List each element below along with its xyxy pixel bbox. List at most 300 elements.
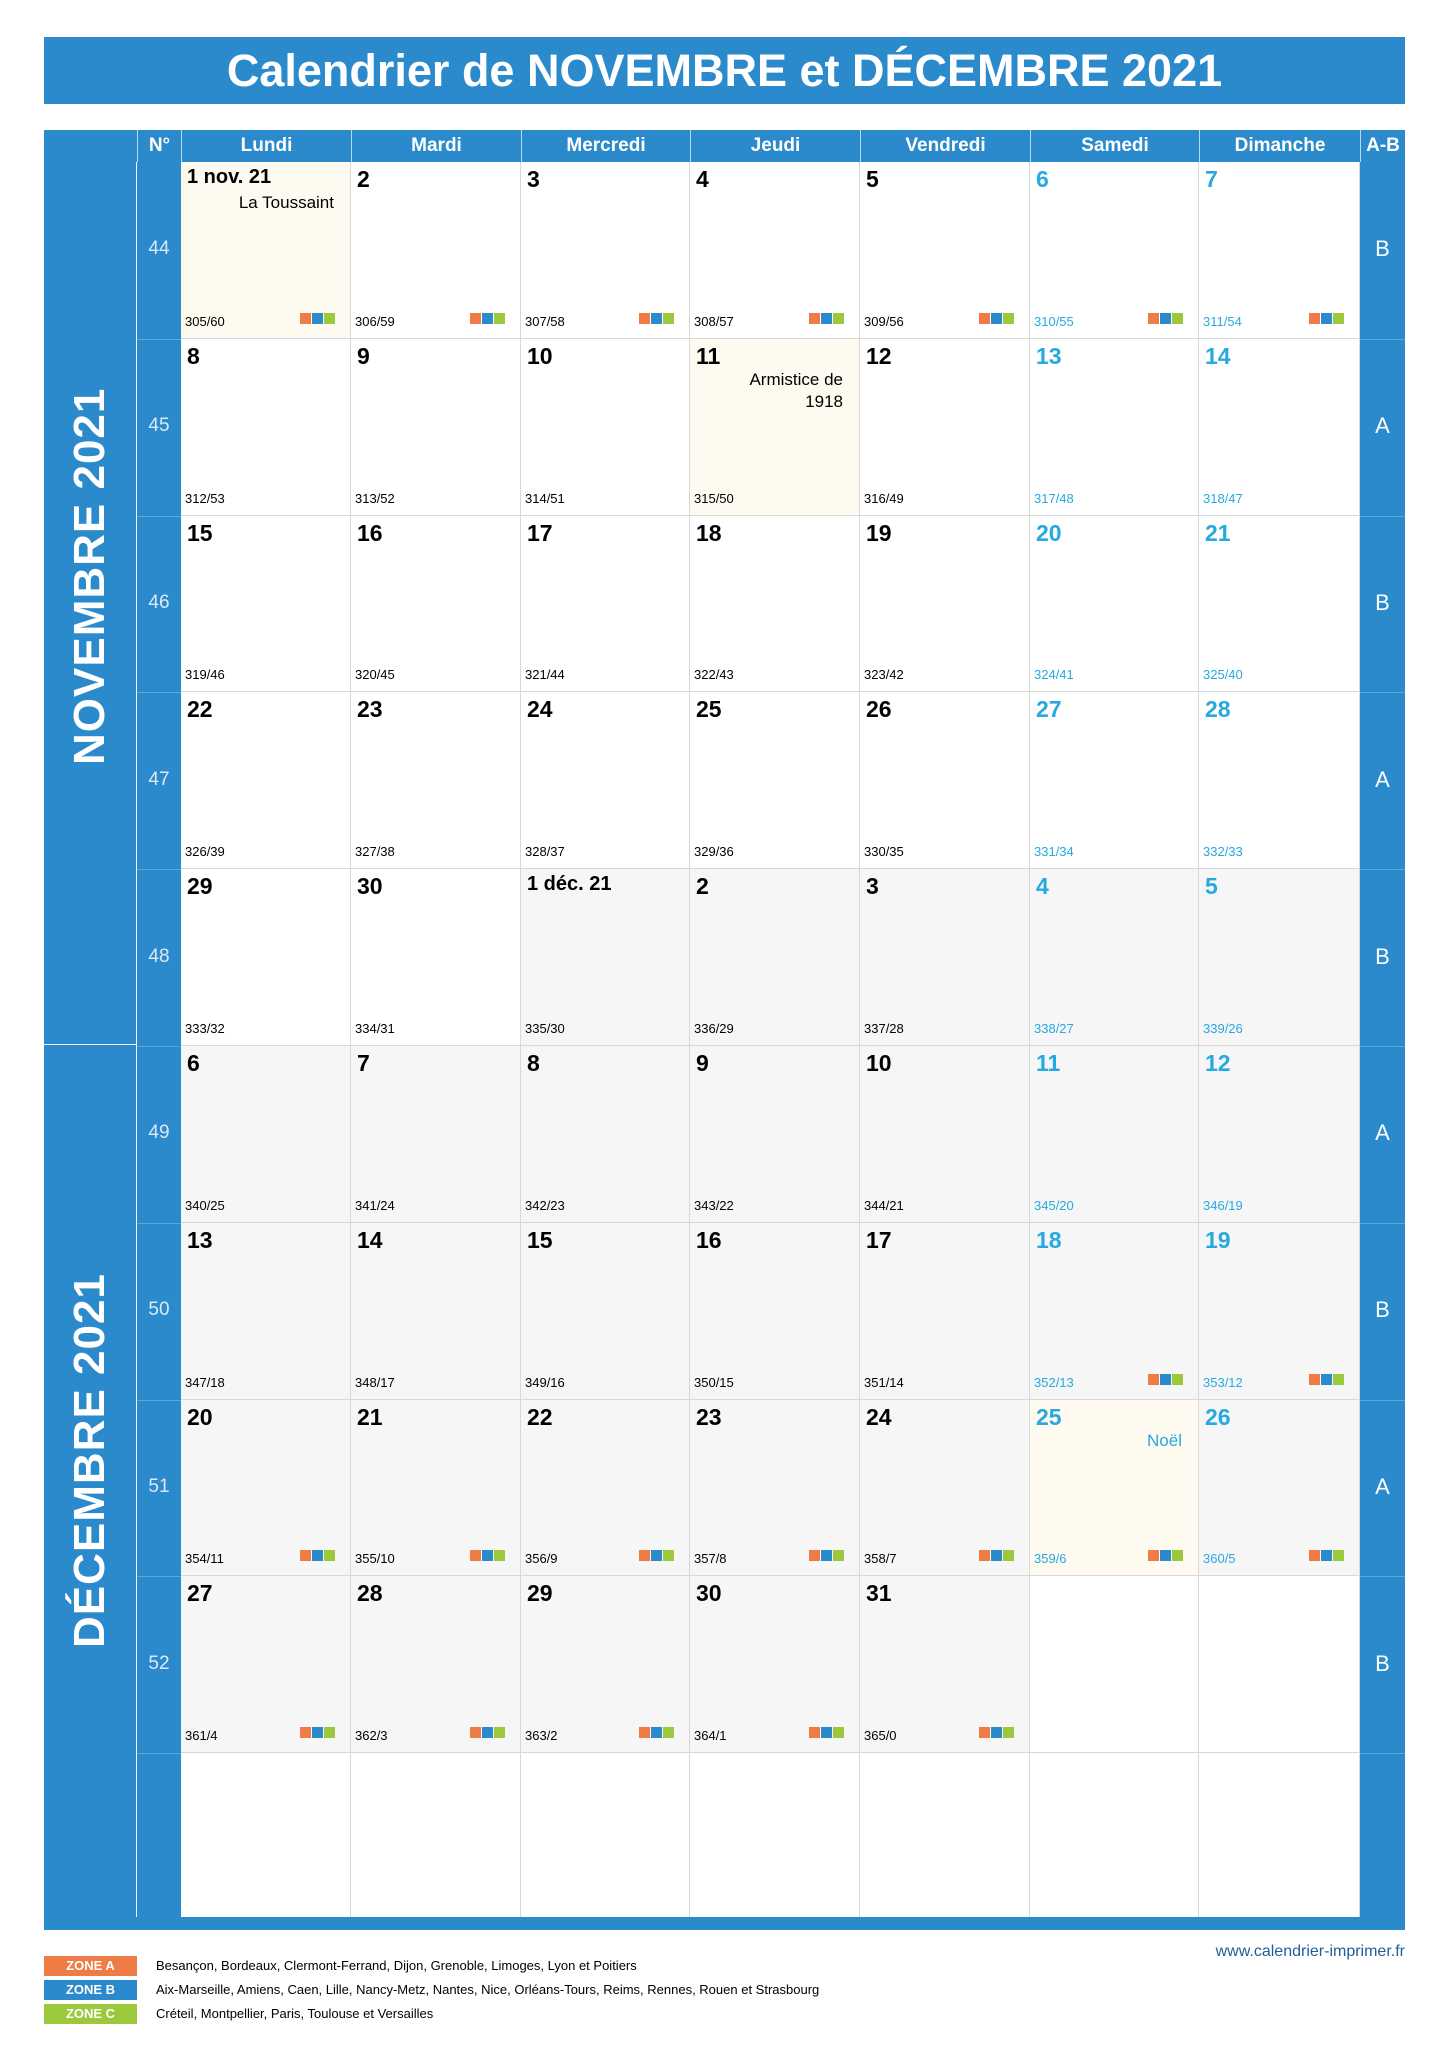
zone-a-marker [1148, 313, 1159, 324]
school-holiday-zones-icon [638, 1548, 677, 1559]
zone-b-marker [1160, 1374, 1171, 1385]
day-number: 16 [357, 519, 383, 546]
row-separator [1360, 1753, 1405, 1754]
day-count: 340/25 [185, 1197, 225, 1213]
zone-b-marker [651, 313, 662, 324]
zone-c-marker [1172, 1374, 1183, 1385]
legend-zone-badge: ZONE A [44, 1956, 137, 1976]
day-count: 357/8 [694, 1551, 727, 1567]
day-count: 305/60 [185, 313, 225, 329]
website-link[interactable]: www.calendrier-imprimer.fr [1215, 1943, 1405, 1960]
day-cell[interactable] [181, 1576, 351, 1753]
zone-a-marker [470, 1550, 481, 1561]
zone-c-marker [324, 1727, 335, 1738]
day-number: 30 [696, 1580, 722, 1607]
day-cell[interactable] [521, 869, 690, 1046]
school-holiday-zones-icon [638, 311, 677, 322]
day-number: 3 [527, 166, 540, 192]
day-cell[interactable] [351, 1753, 521, 1930]
day-count: 361/4 [185, 1728, 218, 1744]
day-cell[interactable] [181, 1046, 351, 1223]
school-holiday-zones-icon [1308, 1372, 1347, 1383]
week-number: 46 [148, 592, 170, 613]
school-holiday-zones-icon [1147, 1372, 1186, 1383]
day-count: 320/45 [355, 667, 395, 683]
legend-zone-badge: ZONE C [44, 2004, 137, 2024]
school-holiday-zones-icon [978, 311, 1017, 322]
school-holiday-zones-icon [469, 1548, 508, 1559]
day-number: 12 [1205, 1050, 1231, 1076]
day-number: 24 [866, 1403, 892, 1430]
school-holiday-zones-icon [808, 1725, 847, 1736]
school-holiday-zones-icon [299, 311, 338, 322]
school-holiday-zones-icon [299, 1725, 338, 1736]
day-number: 14 [1205, 342, 1231, 369]
day-count: 327/38 [355, 844, 395, 860]
day-cell[interactable] [1199, 1046, 1360, 1223]
zone-a-marker [639, 1727, 650, 1738]
zone-c-marker [1333, 1374, 1344, 1385]
day-cell[interactable] [1030, 162, 1199, 339]
row-separator [137, 1223, 181, 1224]
zone-a-marker [809, 1550, 820, 1561]
calendar-grid [181, 162, 1360, 1930]
zone-c-marker [833, 313, 844, 324]
day-number: 3 [866, 873, 879, 900]
day-cell[interactable] [181, 1400, 351, 1577]
day-cell[interactable] [1030, 1223, 1199, 1400]
day-count: 306/59 [355, 313, 395, 329]
day-number: 27 [187, 1580, 213, 1607]
legend-zone-cities: Besançon, Bordeaux, Clermont-Ferrand, Dijon, Grenoble, Limoges, Lyon et Poitiers [156, 1958, 637, 1973]
day-number: 12 [866, 342, 892, 369]
day-count: 312/53 [185, 490, 225, 506]
day-count: 318/47 [1203, 490, 1243, 506]
day-number: 30 [357, 873, 383, 900]
week-ab-label: B [1375, 1297, 1390, 1323]
school-holiday-zones-icon [469, 311, 508, 322]
day-number: 27 [1036, 696, 1062, 723]
day-cell[interactable] [181, 1753, 351, 1930]
zone-c-marker [1003, 1727, 1014, 1738]
zone-c-marker [663, 1727, 674, 1738]
row-separator [1360, 339, 1405, 340]
day-cell[interactable] [860, 162, 1030, 339]
day-count: 355/10 [355, 1551, 395, 1567]
zone-a-marker [300, 1550, 311, 1561]
zone-c-marker [1003, 313, 1014, 324]
day-cell[interactable] [860, 1046, 1030, 1223]
day-cell[interactable] [1199, 339, 1360, 516]
day-count: 352/13 [1034, 1374, 1074, 1390]
day-number: 15 [187, 519, 213, 546]
day-count: 358/7 [864, 1551, 897, 1567]
header-spacer [44, 130, 137, 162]
day-count: 347/18 [185, 1374, 225, 1390]
bottom-bar [44, 1917, 1405, 1930]
zone-a-marker [300, 1727, 311, 1738]
day-cell[interactable] [181, 162, 351, 339]
day-number: 4 [1036, 873, 1049, 900]
school-holiday-zones-icon [978, 1548, 1017, 1559]
day-cell[interactable] [690, 1046, 860, 1223]
zone-b-marker [312, 313, 323, 324]
day-cell[interactable] [1199, 1576, 1360, 1753]
week-number: 44 [148, 238, 170, 260]
school-holiday-zones-icon [978, 1725, 1017, 1736]
day-count: 360/5 [1203, 1551, 1236, 1567]
day-count: 308/57 [694, 313, 734, 329]
day-cell[interactable] [521, 1223, 690, 1400]
day-count: 346/19 [1203, 1197, 1243, 1213]
week-ab-label: B [1375, 1650, 1390, 1676]
day-number: 23 [357, 696, 383, 723]
day-cell[interactable] [690, 1576, 860, 1753]
day-cell[interactable] [1030, 1400, 1199, 1577]
holiday-label: Armistice de 1918 [749, 369, 843, 411]
day-cell[interactable] [1199, 1400, 1360, 1577]
day-number: 14 [357, 1226, 383, 1253]
day-number: 26 [866, 696, 892, 723]
day-number: 21 [1205, 519, 1231, 546]
day-cell[interactable] [521, 1400, 690, 1577]
row-separator [137, 1576, 181, 1577]
day-number: 28 [1205, 696, 1231, 723]
day-cell[interactable] [690, 516, 860, 693]
day-count: 359/6 [1034, 1551, 1067, 1567]
day-count: 314/51 [525, 490, 565, 506]
zone-b-marker [482, 1550, 493, 1561]
day-number: 17 [866, 1226, 892, 1253]
day-number: 31 [866, 1580, 892, 1607]
day-cell[interactable] [1030, 692, 1199, 869]
day-count: 365/0 [864, 1728, 897, 1744]
day-cell[interactable] [351, 339, 521, 516]
row-separator [1360, 1046, 1405, 1047]
day-cell[interactable] [690, 162, 860, 339]
day-count: 307/58 [525, 313, 565, 329]
zone-a-marker [470, 313, 481, 324]
zone-a-marker [300, 313, 311, 324]
day-cell[interactable] [521, 1046, 690, 1223]
day-number: 7 [1205, 166, 1218, 192]
day-number: 20 [1036, 519, 1062, 546]
day-number: 2 [357, 166, 370, 192]
day-number: 13 [1036, 342, 1062, 369]
zone-b-marker [1321, 313, 1332, 324]
day-cell[interactable] [351, 1223, 521, 1400]
row-separator [137, 516, 181, 517]
school-holiday-zones-icon [808, 311, 847, 322]
day-cell[interactable] [690, 692, 860, 869]
zone-c-marker [663, 313, 674, 324]
day-count: 317/48 [1034, 490, 1074, 506]
day-number: 22 [187, 696, 213, 723]
day-cell[interactable] [860, 1753, 1030, 1930]
day-cell[interactable] [521, 1576, 690, 1753]
day-count: 319/46 [185, 667, 225, 683]
day-number: 2 [696, 873, 709, 900]
day-cell[interactable] [1199, 1223, 1360, 1400]
day-number: 19 [866, 519, 892, 546]
day-cell[interactable] [181, 869, 351, 1046]
holiday-label: La Toussaint [238, 193, 334, 212]
day-count: 321/44 [525, 667, 565, 683]
header-day-5: Samedi [1030, 130, 1199, 162]
zone-c-marker [324, 1550, 335, 1561]
day-count: 349/16 [525, 1374, 565, 1390]
week-ab-label: A [1375, 1120, 1390, 1146]
day-cell[interactable] [860, 339, 1030, 516]
day-cell[interactable] [181, 516, 351, 693]
school-holiday-zones-icon [1308, 311, 1347, 322]
day-cell[interactable] [860, 869, 1030, 1046]
zone-a-marker [1148, 1550, 1159, 1561]
day-cell[interactable] [351, 516, 521, 693]
zone-b-marker [1321, 1550, 1332, 1561]
day-count: 316/49 [864, 490, 904, 506]
day-number: 5 [866, 166, 879, 192]
day-count: 310/55 [1034, 313, 1074, 329]
row-separator [1360, 1223, 1405, 1224]
day-cell[interactable] [181, 692, 351, 869]
day-count: 330/35 [864, 844, 904, 860]
day-cell[interactable] [860, 692, 1030, 869]
day-number: 9 [357, 342, 370, 369]
month-label-november: NOVEMBRE 2021 [65, 387, 114, 765]
week-number: 48 [148, 945, 170, 967]
school-holiday-zones-icon [469, 1725, 508, 1736]
row-separator [137, 1400, 181, 1401]
day-count: 348/17 [355, 1374, 395, 1390]
school-holiday-zones-icon [1147, 1548, 1186, 1559]
day-cell[interactable] [860, 1223, 1030, 1400]
day-cell[interactable] [1030, 1753, 1199, 1930]
day-cell[interactable] [1199, 1753, 1360, 1930]
school-holiday-zones-icon [808, 1548, 847, 1559]
day-number: 1 déc. 21 [527, 873, 612, 896]
zone-b-marker [821, 1550, 832, 1561]
day-number: 29 [527, 1580, 553, 1607]
day-count: 334/31 [355, 1020, 395, 1036]
zone-c-marker [833, 1727, 844, 1738]
day-number: 18 [696, 519, 722, 546]
zone-a-marker [639, 313, 650, 324]
day-count: 328/37 [525, 844, 565, 860]
day-count: 350/15 [694, 1374, 734, 1390]
day-cell[interactable] [860, 1576, 1030, 1753]
day-count: 353/12 [1203, 1374, 1243, 1390]
zone-b-marker [312, 1550, 323, 1561]
row-separator [137, 339, 181, 340]
day-cell[interactable] [690, 1223, 860, 1400]
header-day-6: Dimanche [1199, 130, 1360, 162]
day-cell[interactable] [181, 1223, 351, 1400]
week-ab-label: A [1375, 766, 1390, 792]
week-number: 52 [148, 1652, 170, 1674]
day-count: 309/56 [864, 313, 904, 329]
zone-b-marker [1160, 313, 1171, 324]
zone-a-marker [470, 1727, 481, 1738]
row-separator [1360, 1576, 1405, 1577]
day-count: 337/28 [864, 1020, 904, 1036]
legend-zone-cities: Aix-Marseille, Amiens, Caen, Lille, Nancy-Metz, Nantes, Nice, Orléans-Tours, Reims, Rennes, Rouen et Strasbourg [156, 1982, 820, 1997]
zone-b-marker [312, 1727, 323, 1738]
legend-zone-badge: ZONE B [44, 1980, 137, 2000]
zone-b-marker [991, 1550, 1002, 1561]
day-cell[interactable] [1199, 516, 1360, 693]
day-count: 323/42 [864, 667, 904, 683]
day-number: 19 [1205, 1226, 1231, 1253]
week-ab-label: B [1375, 943, 1390, 969]
day-cell[interactable] [1030, 1046, 1199, 1223]
day-number: 20 [187, 1403, 213, 1430]
zone-a-marker [979, 1550, 990, 1561]
day-cell[interactable] [351, 692, 521, 869]
day-number: 16 [696, 1226, 722, 1253]
day-cell[interactable] [351, 1576, 521, 1753]
day-number: 1 nov. 21 [187, 166, 272, 188]
day-cell[interactable] [521, 339, 690, 516]
day-count: 354/11 [185, 1551, 224, 1567]
zone-a-marker [1309, 1374, 1320, 1385]
day-count: 311/54 [1203, 313, 1242, 329]
day-count: 331/34 [1034, 844, 1074, 860]
day-number: 11 [1036, 1050, 1061, 1076]
zone-c-marker [1333, 1550, 1344, 1561]
week-ab-label: A [1375, 413, 1390, 439]
day-cell[interactable] [521, 1753, 690, 1930]
header-day-2: Mercredi [521, 130, 690, 162]
day-cell[interactable] [351, 1400, 521, 1577]
zone-a-marker [1309, 1550, 1320, 1561]
zone-a-marker [979, 313, 990, 324]
day-count: 338/27 [1034, 1020, 1074, 1036]
day-number: 10 [527, 342, 553, 369]
day-count: 344/21 [864, 1197, 904, 1213]
day-number: 6 [187, 1050, 200, 1076]
day-count: 341/24 [355, 1197, 395, 1213]
week-number: 50 [148, 1299, 170, 1321]
day-cell[interactable] [521, 692, 690, 869]
day-cell[interactable] [860, 1400, 1030, 1577]
day-number: 4 [696, 166, 709, 192]
day-count: 329/36 [694, 844, 734, 860]
zone-b-marker [991, 1727, 1002, 1738]
day-number: 25 [1036, 1403, 1062, 1430]
day-cell[interactable] [690, 869, 860, 1046]
day-number: 24 [527, 696, 553, 723]
zone-c-marker [1333, 313, 1344, 324]
day-count: 335/30 [525, 1020, 565, 1036]
day-number: 26 [1205, 1403, 1231, 1430]
day-cell[interactable] [1199, 692, 1360, 869]
day-cell[interactable] [1030, 516, 1199, 693]
zone-b-marker [482, 313, 493, 324]
zone-b-marker [1321, 1374, 1332, 1385]
day-number: 29 [187, 873, 213, 900]
header-week-number: N° [137, 130, 181, 162]
zone-b-marker [482, 1727, 493, 1738]
day-number: 8 [527, 1050, 540, 1076]
day-count: 363/2 [525, 1728, 558, 1744]
day-number: 9 [696, 1050, 709, 1076]
week-number: 45 [148, 415, 170, 437]
day-cell[interactable] [1030, 1576, 1199, 1753]
day-cell[interactable] [351, 162, 521, 339]
day-cell[interactable] [181, 339, 351, 516]
page-title: Calendrier de NOVEMBRE et DÉCEMBRE 2021 [44, 37, 1405, 104]
zone-a-marker [639, 1550, 650, 1561]
zone-b-marker [991, 313, 1002, 324]
day-number: 18 [1036, 1226, 1062, 1253]
day-count: 339/26 [1203, 1020, 1243, 1036]
row-separator [1360, 516, 1405, 517]
day-count: 326/39 [185, 844, 225, 860]
day-cell[interactable] [351, 869, 521, 1046]
week-number: 49 [148, 1122, 170, 1144]
row-separator [137, 869, 181, 870]
zone-c-marker [494, 313, 505, 324]
day-cell[interactable] [1199, 162, 1360, 339]
day-number: 7 [357, 1050, 370, 1076]
day-count: 313/52 [355, 490, 395, 506]
day-number: 8 [187, 342, 200, 369]
zone-b-marker [821, 1727, 832, 1738]
day-cell[interactable] [690, 1753, 860, 1930]
zone-c-marker [1003, 1550, 1014, 1561]
row-separator [1360, 869, 1405, 870]
school-holiday-zones-icon [299, 1548, 338, 1559]
month-label-december: DÉCEMBRE 2021 [65, 1273, 114, 1648]
school-holiday-zones-icon [1147, 311, 1186, 322]
zone-b-marker [821, 313, 832, 324]
zone-a-marker [1309, 313, 1320, 324]
day-count: 362/3 [355, 1728, 388, 1744]
zone-c-marker [833, 1550, 844, 1561]
day-cell[interactable] [521, 162, 690, 339]
day-cell[interactable] [690, 1400, 860, 1577]
day-count: 322/43 [694, 667, 734, 683]
day-count: 332/33 [1203, 844, 1243, 860]
day-cell[interactable] [1030, 339, 1199, 516]
zone-c-marker [494, 1550, 505, 1561]
day-count: 315/50 [694, 490, 734, 506]
day-number: 22 [527, 1403, 553, 1430]
day-count: 336/29 [694, 1020, 734, 1036]
day-number: 15 [527, 1226, 553, 1253]
day-number: 11 [696, 342, 721, 369]
day-cell[interactable] [351, 1046, 521, 1223]
day-cell[interactable] [521, 516, 690, 693]
row-separator [137, 692, 181, 693]
row-separator [137, 1753, 181, 1754]
row-separator [137, 1046, 181, 1047]
day-cell[interactable] [1030, 869, 1199, 1046]
day-number: 21 [357, 1403, 383, 1430]
zone-b-marker [1160, 1550, 1171, 1561]
day-number: 25 [696, 696, 722, 723]
header-day-0: Lundi [181, 130, 351, 162]
day-cell[interactable] [690, 339, 860, 516]
day-number: 5 [1205, 873, 1218, 900]
zone-c-marker [1172, 1550, 1183, 1561]
day-number: 10 [866, 1050, 892, 1076]
day-cell[interactable] [1199, 869, 1360, 1046]
zone-b-marker [651, 1550, 662, 1561]
day-number: 23 [696, 1403, 722, 1430]
day-cell[interactable] [860, 516, 1030, 693]
